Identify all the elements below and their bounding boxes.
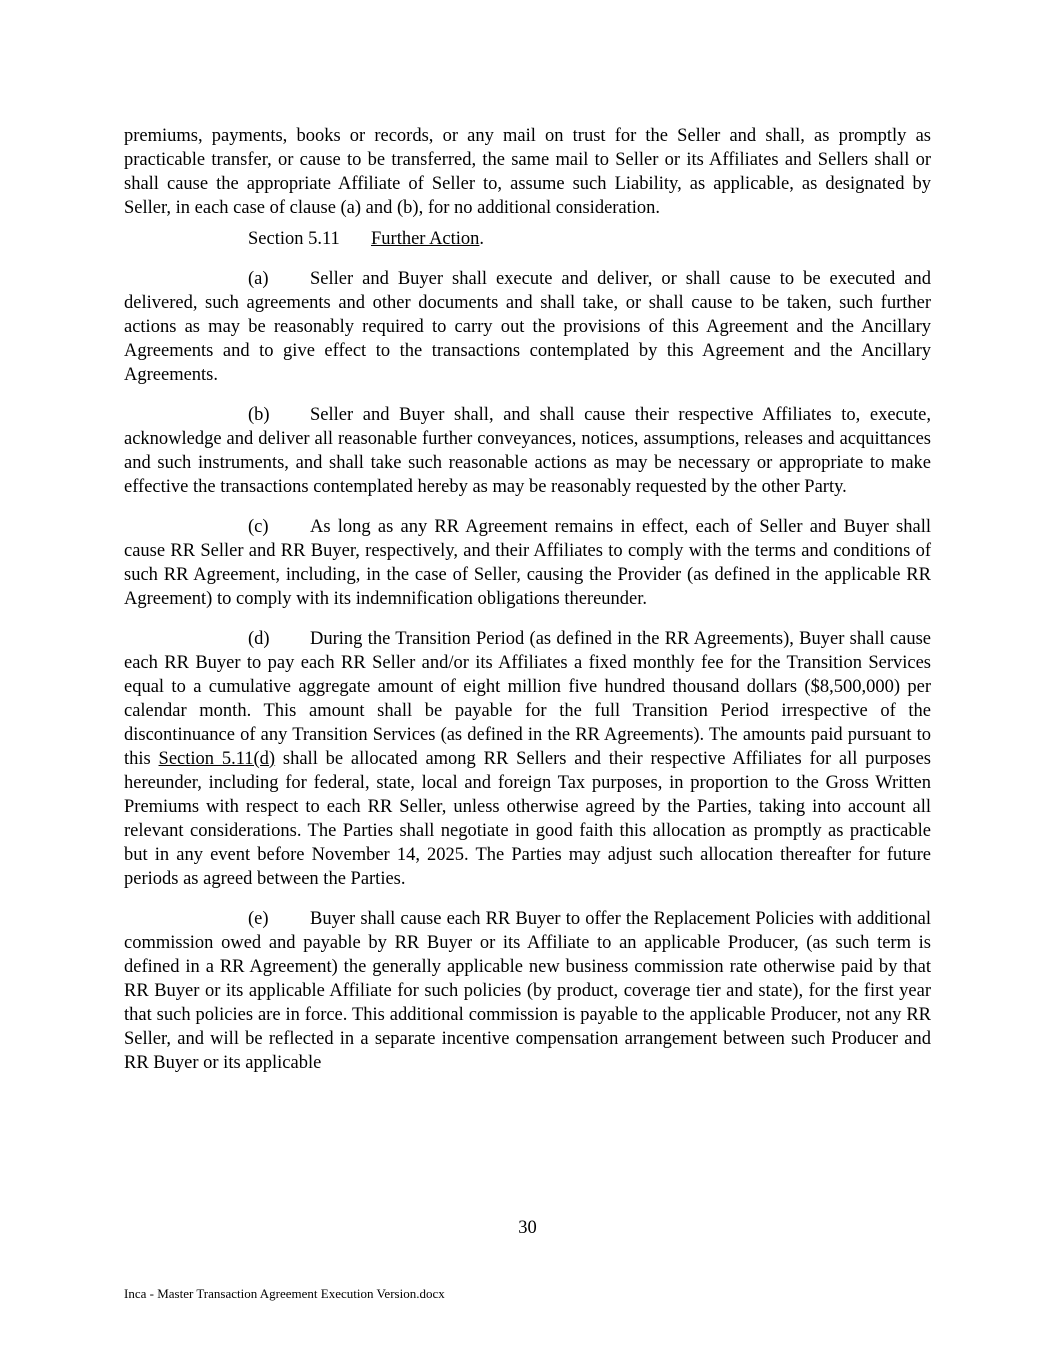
clause-label: (d) bbox=[248, 629, 270, 649]
page-number: 30 bbox=[518, 1218, 537, 1238]
clause-c bbox=[124, 515, 931, 611]
clause-label: (e) bbox=[248, 909, 269, 929]
document-footer: Inca - Master Transaction Agreement Execution Version.docx bbox=[124, 1286, 445, 1301]
section-reference-link: Section 5.11(d) bbox=[158, 749, 276, 769]
clause-label: (b) bbox=[248, 405, 270, 425]
clause-a bbox=[124, 267, 931, 387]
clause-e bbox=[124, 907, 931, 1075]
section-title-suffix: . bbox=[479, 229, 485, 249]
section-number: Section 5.11 bbox=[248, 229, 340, 249]
clause-b bbox=[124, 403, 931, 499]
clause-text: Seller and Buyer shall execute and deliver, or shall cause to be executed and delivered, such agreements and other documents and shall take, or shall cause to be taken, such further actions as may be reasonably required to carry out the provisions of this Agreement and the Ancillary Agreements and to give effect to the transactions contemplated by this Agreement and the Ancillary Agreements. bbox=[124, 269, 931, 385]
clause-text: As long as any RR Agreement remains in effect, each of Seller and Buyer shall cause RR Seller and RR Buyer, respectively, and their Affiliates to comply with the terms and conditions of such RR Agreement, including, in the case of Seller, causing the Provider (as defined in the applicable RR Agreement) to comply with its indemnification obligations thereunder. bbox=[124, 517, 931, 609]
continuation-paragraph: premiums, payments, books or records, or any mail on trust for the Seller and shall, as promptly as practicable transfer, or cause to be transferred, the same mail to Seller or its Affiliates and Sellers shall or shall cause the appropriate Affiliate of Seller to, assume such Liability, as applicable, as designated by Seller, in each case of clause (a) and (b), for no additional consideration. bbox=[124, 126, 931, 218]
clause-label: (a) bbox=[248, 269, 269, 289]
clause-text: During the Transition Period (as defined in the RR Agreements), Buyer shall cause each RR Buyer to pay each RR Seller and/or its Affiliates a fixed monthly fee for the Transition Services equal to a cumulative aggregate amount of eight million five hundred thousand dollars ($8,500,000) per calendar month. This amount shall be payable for the full Transition Period irrespective of the discontinuance of any Transition Services (as defined in the RR Agreements). The amounts paid pursuant to this bbox=[124, 629, 931, 769]
clause-text: shall be allocated among RR Sellers and their respective Affiliates for all purposes hereunder, including for federal, state, local and foreign Tax purposes, in proportion to the Gross Written Premiums with respect to each RR Seller, unless otherwise agreed by the Parties, taking into account all relevant considerations. The Parties shall negotiate in good faith this allocation as promptly as practicable but in any event before November 14, 2025. The Parties may adjust such allocation thereafter for future periods as agreed between the Parties. bbox=[124, 749, 931, 889]
document-body bbox=[124, 124, 931, 1075]
clause-text: Buyer shall cause each RR Buyer to offer the Replacement Policies with additional commission owed and payable by RR Buyer or its Affiliate to an applicable Producer, (as such term is defined in a RR Agreement) the generally applicable new business commission rate otherwise paid by that RR Buyer or its applicable Affiliate for such policies (by product, coverage tier and state), for the first year that such policies are in force. This additional commission is payable to the applicable Producer, not any RR Seller, and will be reflected in a separate incentive compensation arrangement between such Producer and RR Buyer or its applicable bbox=[124, 909, 931, 1073]
clause-text: Seller and Buyer shall, and shall cause their respective Affiliates to, execute, acknowledge and deliver all reasonable further conveyances, notices, assumptions, releases and acquittances and such instruments, and shall take such reasonable actions as may be necessary or appropriate to make effective the transactions contemplated hereby as may be reasonably requested by the other Party. bbox=[124, 405, 931, 497]
section-title: Further Action bbox=[371, 229, 480, 249]
clause-label: (c) bbox=[248, 517, 269, 537]
clause-d bbox=[124, 627, 931, 891]
section-heading bbox=[124, 227, 931, 251]
